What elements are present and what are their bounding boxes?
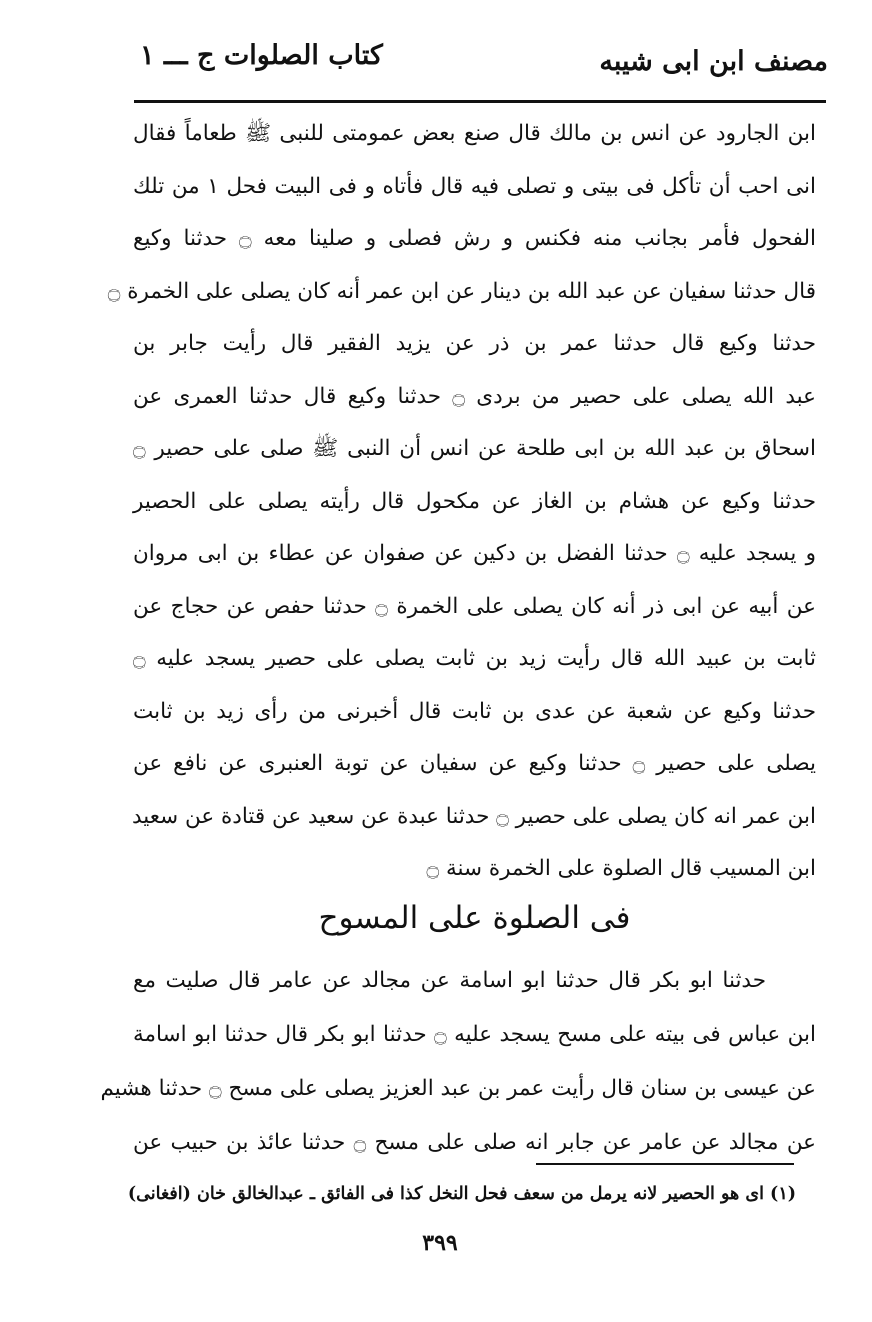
- text-line: يصلى على حصير ۝ حدثنا وكيع عن سفيان عن توبة العنبرى عن نافع عن: [133, 751, 816, 776]
- text-line: ابن عمر انه كان يصلى على حصير ۝ حدثنا عبدة عن سعيد عن قتادة عن سعيد: [132, 803, 816, 829]
- text-line: عن عيسى بن سنان قال رأيت عمر بن عبد العزيز يصلى على مسح ۝ حدثنا هشيم: [100, 1076, 816, 1101]
- page-header: [130, 36, 828, 90]
- header-divider: [134, 100, 826, 103]
- main-text-block: [107, 108, 817, 896]
- text-line: ابن المسيب قال الصلوة على الخمرة سنة ۝: [426, 856, 816, 881]
- text-line: عن مجالد عن عامر عن جابر انه صلى على مسح ۝ حدثنا عائذ بن حبيب عن: [133, 1130, 817, 1155]
- book-title: مصنف ابن ابی شیبه: [599, 46, 828, 77]
- section-text-block: [100, 954, 817, 1170]
- text-line: حدثنا وكيع عن شعبة عن عدى بن ثابت قال أخبرنى من رأى زيد بن ثابت: [133, 698, 816, 724]
- text-line: عبد الله يصلى على حصير من بردى ۝ حدثنا وكيع قال حدثنا العمرى عن: [133, 383, 816, 409]
- text-line: حدثنا وكيع قال حدثنا عمر بن ذر عن يزيد الفقير قال رأيت جابر بن: [133, 331, 816, 356]
- section-heading: فى الصلوة على المسوح: [318, 900, 631, 936]
- text-line: ابن الجارود عن انس بن مالك قال صنع بعض عمومتى للنبى ﷺ طعاماً فقال: [133, 121, 816, 146]
- text-line: و يسجد عليه ۝ حدثنا الفضل بن دكين عن صفوان عن عطاء بن ابى مروان: [133, 541, 816, 566]
- text-line: انى احب أن تأكل فى بيتى و تصلى فيه قال فأتاه و فى البيت فحل ١ من تلك: [133, 173, 816, 199]
- text-line: اسحاق بن عبد الله بن ابى طلحة عن انس أن النبى ﷺ صلى على حصير ۝: [133, 436, 816, 461]
- page-number: ٣٩٩: [422, 1230, 458, 1256]
- text-line: حدثنا وكيع عن هشام بن الغاز عن مكحول قال رأيته يصلى على الحصير: [133, 488, 816, 514]
- footnote-divider: [536, 1163, 794, 1165]
- chapter-reference: كتاب الصلوات ج ـــ ١: [140, 40, 383, 71]
- text-line: ابن عباس فى بيته على مسح يسجد عليه ۝ حدثنا ابو بكر قال حدثنا ابو اسامة: [133, 1022, 816, 1047]
- footnote: (١) اى هو الحصير لانه يرمل من سعف فحل النخل كذا فى الفائق ـ عبدالخالق خان (افغانى): [127, 1184, 796, 1204]
- text-line: حدثنا ابو بكر قال حدثنا ابو اسامة عن مجالد عن عامر قال صليت مع: [133, 968, 766, 993]
- text-line: الفحول فأمر بجانب منه فكنس و رش فصلى و صلينا معه ۝ حدثنا وكيع: [133, 226, 816, 251]
- text-line: عن أبيه عن ابى ذر أنه كان يصلى على الخمرة ۝ حدثنا حفص عن حجاج عن: [133, 593, 817, 619]
- text-line: قال حدثنا سفيان عن عبد الله بن دينار عن ابن عمر أنه كان يصلى على الخمرة ۝: [107, 278, 816, 304]
- text-line: ثابت بن عبيد الله قال رأيت زيد بن ثابت يصلى على حصير يسجد عليه ۝: [133, 646, 816, 671]
